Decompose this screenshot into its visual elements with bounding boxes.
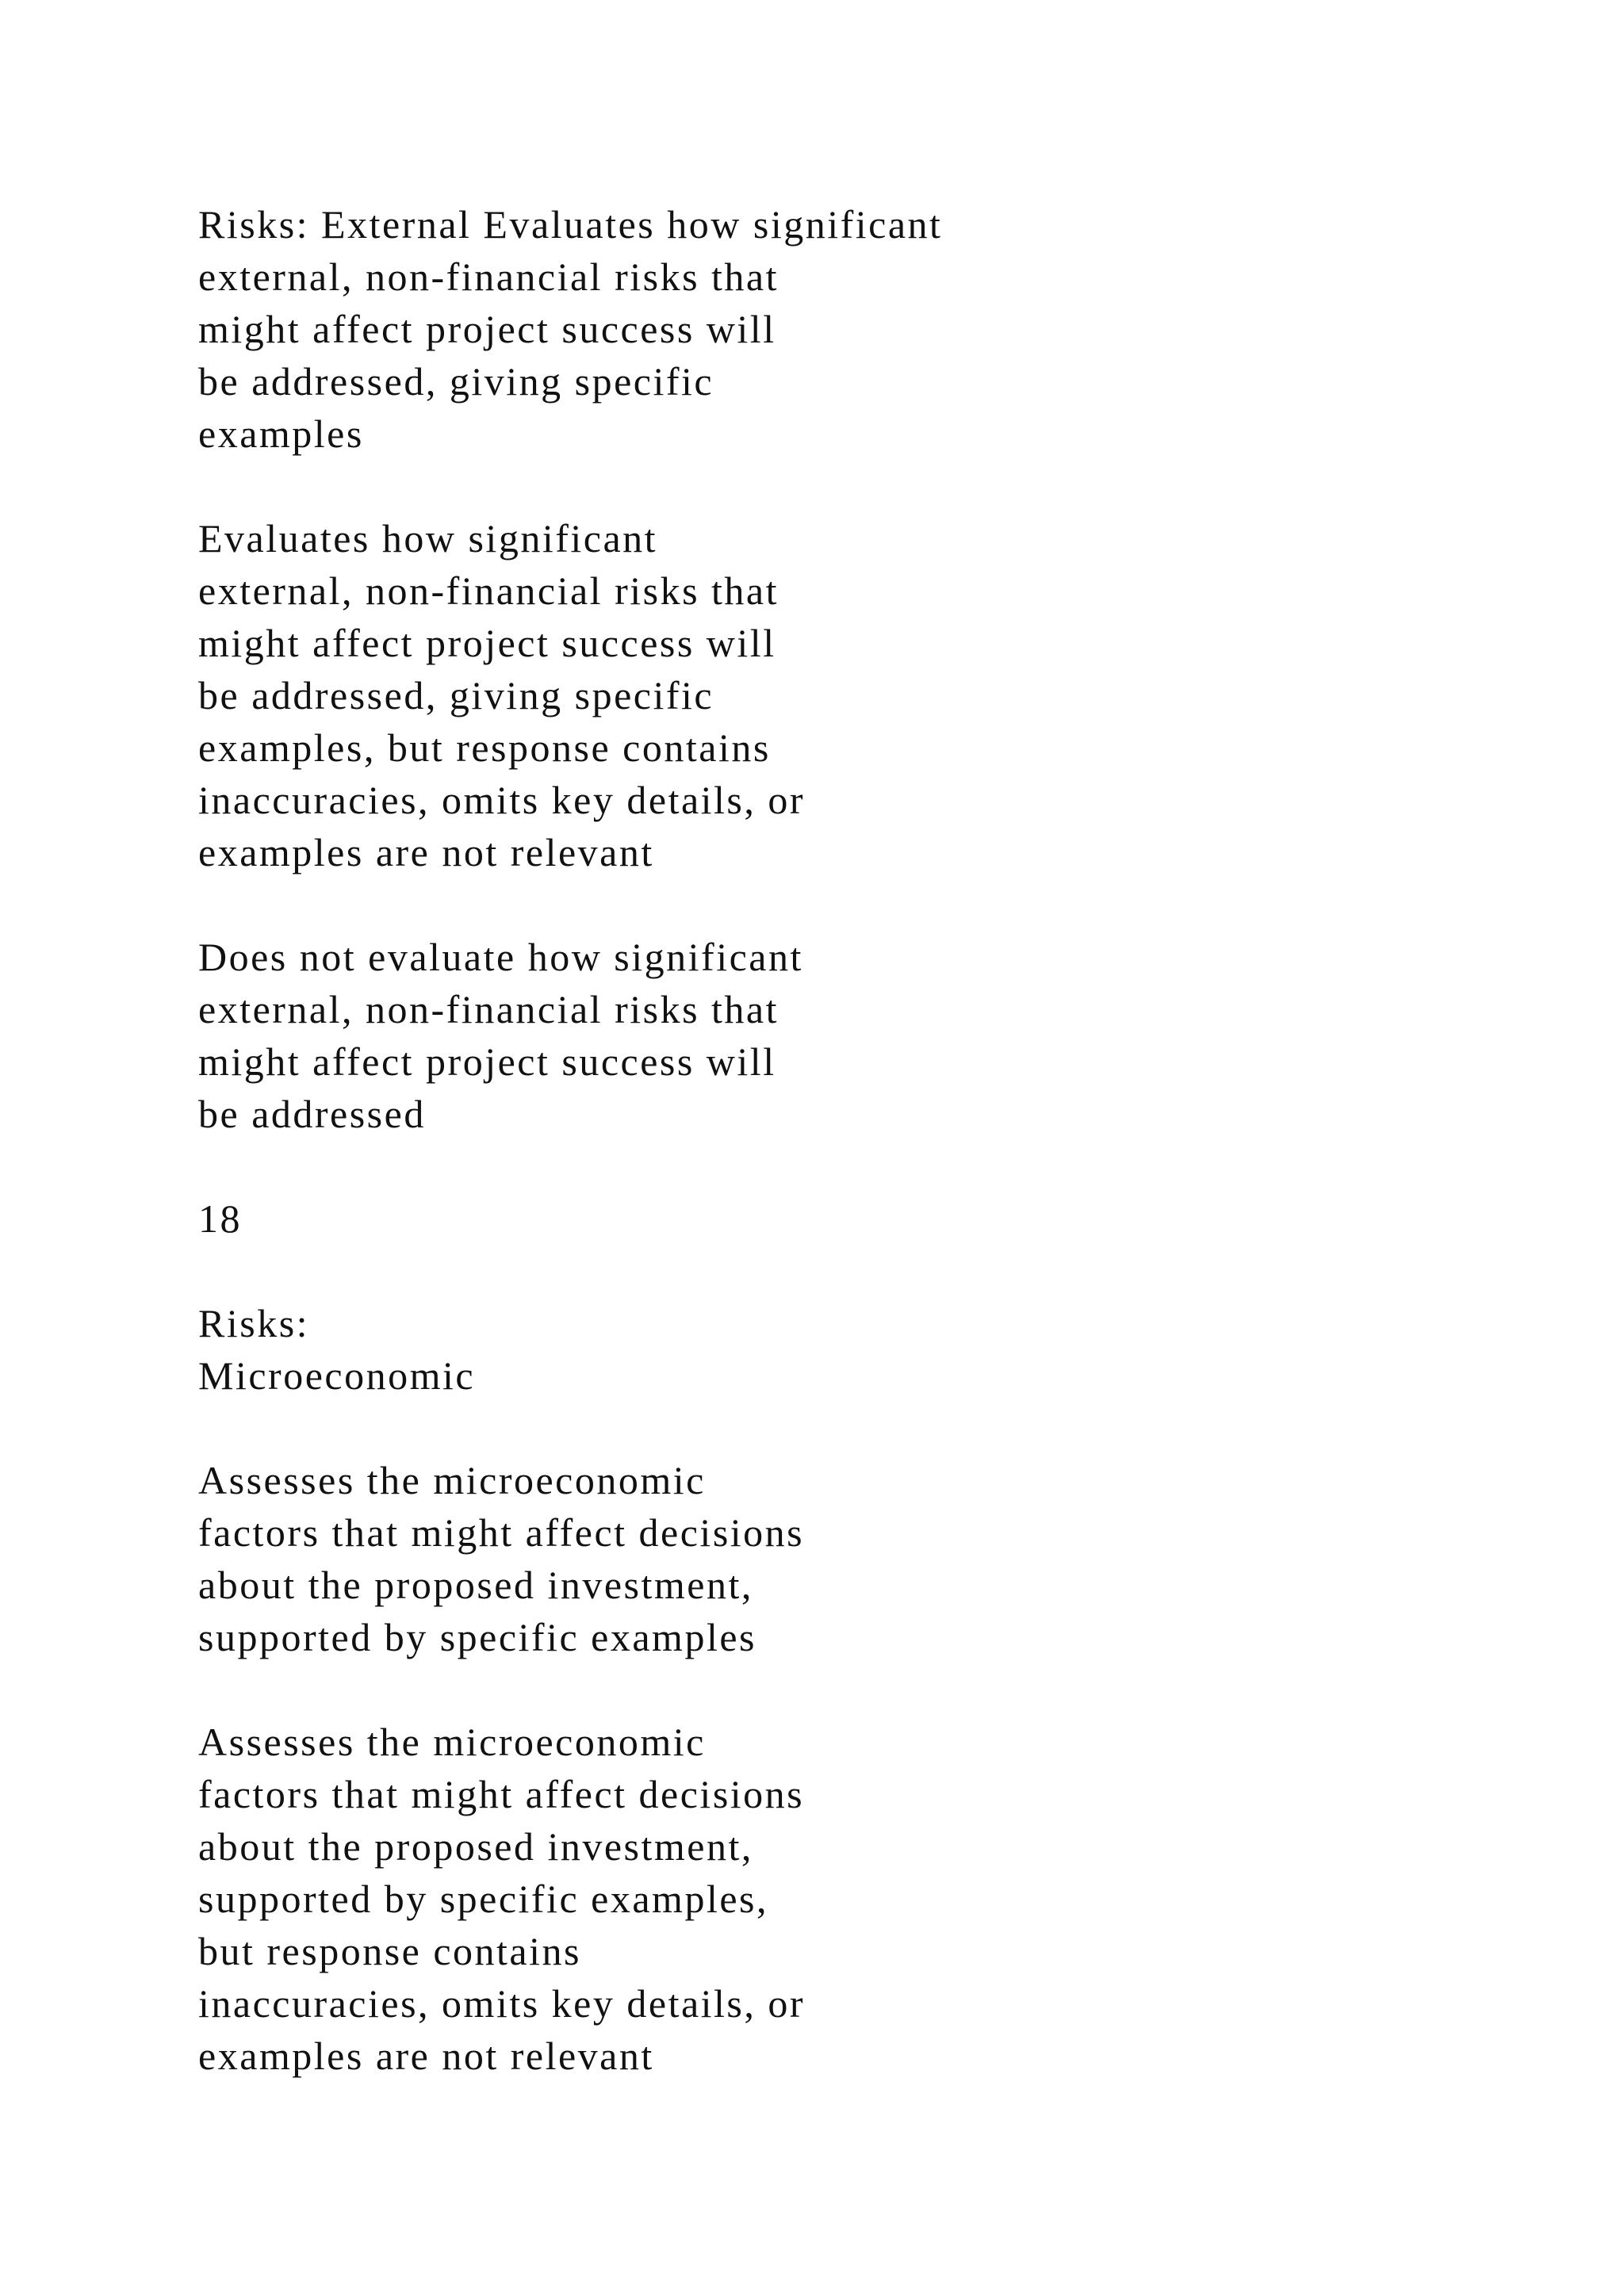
text-line: might affect project success will: [198, 621, 776, 665]
text-line: inaccuracies, omits key details, or: [198, 1981, 806, 2026]
text-line: examples are not relevant: [198, 2034, 654, 2078]
paragraph-microeconomic-heading: [198, 1297, 1507, 1402]
text-line: supported by specific examples,: [198, 1877, 768, 1921]
text-line: Assesses the microeconomic: [198, 1720, 706, 1764]
text-line: Does not evaluate how significant: [198, 935, 803, 979]
text-line: be addressed: [198, 1092, 426, 1136]
paragraph-external-risks-heading: [198, 198, 1507, 460]
text-line: factors that might affect decisions: [198, 1772, 805, 1816]
paragraph-microeconomic-partial: [198, 1716, 1507, 2082]
text-line: might affect project success will: [198, 307, 776, 351]
text-line: be addressed, giving specific: [198, 359, 714, 404]
text-line: Risks: External Evaluates how significant: [198, 202, 943, 247]
text-line: about the proposed investment,: [198, 1824, 753, 1869]
paragraph-points: [198, 1192, 1507, 1245]
text-line: Evaluates how significant: [198, 516, 658, 561]
text-line: examples, but response contains: [198, 725, 771, 770]
paragraph-external-risks-missing: [198, 931, 1507, 1140]
text-line: supported by specific examples: [198, 1615, 756, 1659]
text-line: but response contains: [198, 1929, 581, 1973]
text-line: Microeconomic: [198, 1353, 476, 1398]
text-line: factors that might affect decisions: [198, 1510, 805, 1555]
text-line: examples are not relevant: [198, 830, 654, 874]
text-line: about the proposed investment,: [198, 1563, 753, 1607]
text-line: examples: [198, 411, 364, 456]
text-line: Risks:: [198, 1301, 310, 1345]
text-line: inaccuracies, omits key details, or: [198, 778, 806, 822]
text-line: external, non-financial risks that: [198, 254, 779, 299]
text-line: be addressed, giving specific: [198, 673, 714, 718]
paragraph-external-risks-partial: [198, 512, 1507, 878]
text-line: external, non-financial risks that: [198, 987, 779, 1031]
paragraph-microeconomic-full: [198, 1454, 1507, 1663]
document-body: [198, 198, 1507, 2134]
text-line: Assesses the microeconomic: [198, 1458, 706, 1502]
text-line: might affect project success will: [198, 1039, 776, 1084]
points-value: 18: [198, 1196, 242, 1241]
text-line: external, non-financial risks that: [198, 568, 779, 613]
